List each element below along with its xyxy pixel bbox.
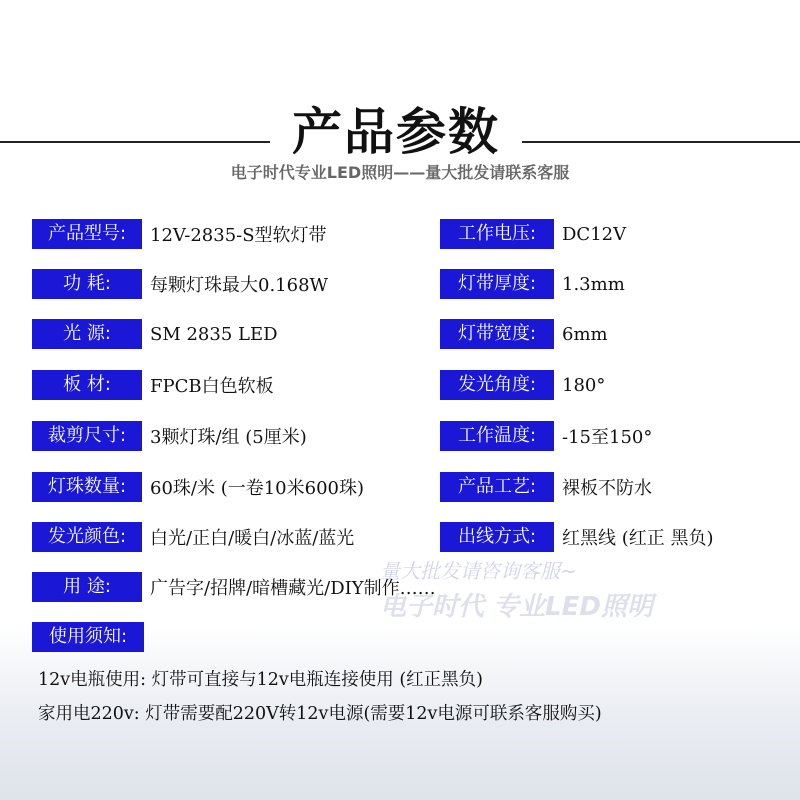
spec-value: FPCB白色软板 [150,376,274,397]
page-subtitle: 电子时代专业LED照明——量大批发请联系客服 [230,163,570,182]
watermark-line1: 量大批发请咨询客服~ [380,559,577,583]
spec-label: 工作温度: [440,421,554,451]
spec-value: 6mm [562,323,608,345]
spec-label: 光 源: [32,319,142,349]
spec-row-power [32,269,328,299]
spec-value: 1.3mm [562,273,625,295]
spec-row-light-source [32,319,278,349]
notice-line: 家用电220v: 灯带需要配220V转12v电源(需要12v电源可联系客服购买) [38,704,602,724]
notice-label: 使用须知: [32,622,144,652]
spec-row-model [32,219,327,249]
spec-label: 发光颜色: [32,522,142,552]
spec-row-usage [32,572,436,602]
spec-row-cut-size [32,421,307,451]
spec-label: 工作电压: [440,219,554,249]
spec-value: 12V-2835-S型软灯带 [150,225,327,246]
spec-row-thickness [440,269,625,299]
spec-row-led-count [32,472,364,502]
spec-row-color [32,522,354,552]
spec-value: DC12V [562,223,627,245]
spec-label: 板 材: [32,370,142,400]
spec-value: SM 2835 LED [150,323,278,345]
title-divider-left [0,141,270,143]
spec-label: 产品工艺: [440,472,554,502]
spec-label: 灯珠数量: [32,472,142,502]
spec-label: 出线方式: [440,522,554,552]
spec-row-angle [440,370,605,400]
spec-row-width [440,319,608,349]
spec-label: 灯带宽度: [440,319,554,349]
spec-label: 用 途: [32,572,142,602]
spec-row-board [32,370,274,400]
spec-value: 广告字/招牌/暗槽藏光/DIY制作…… [150,578,436,599]
spec-value: 裸板不防水 [562,478,652,499]
notice-line: 12v电瓶使用: 灯带可直接与12v电瓶连接使用 (红正黑负) [38,670,483,690]
page-title: 产品参数 [292,103,500,161]
watermark-line2: 电子时代 专业LED照明 [380,592,653,622]
title-divider-right [522,141,800,143]
spec-label: 功 耗: [32,269,142,299]
spec-value: 180° [562,374,606,396]
spec-row-process [440,472,652,502]
spec-value: 白光/正白/暖白/冰蓝/蓝光 [150,528,355,549]
spec-row-voltage [440,219,626,249]
spec-label: 发光角度: [440,370,554,400]
spec-value: 60珠/米 (一卷10米600珠) [150,478,364,499]
spec-value: -15至150° [562,427,653,448]
spec-label: 产品型号: [32,219,142,249]
spec-value: 3颗灯珠/组 (5厘米) [150,427,307,448]
spec-label: 裁剪尺寸: [32,421,142,451]
spec-label: 灯带厚度: [440,269,554,299]
spec-row-temperature [440,421,652,451]
watermark [380,555,740,623]
spec-row-wiring [440,522,714,552]
spec-value: 红黑线 (红正 黑负) [562,528,714,549]
spec-value: 每颗灯珠最大0.168W [150,275,329,296]
